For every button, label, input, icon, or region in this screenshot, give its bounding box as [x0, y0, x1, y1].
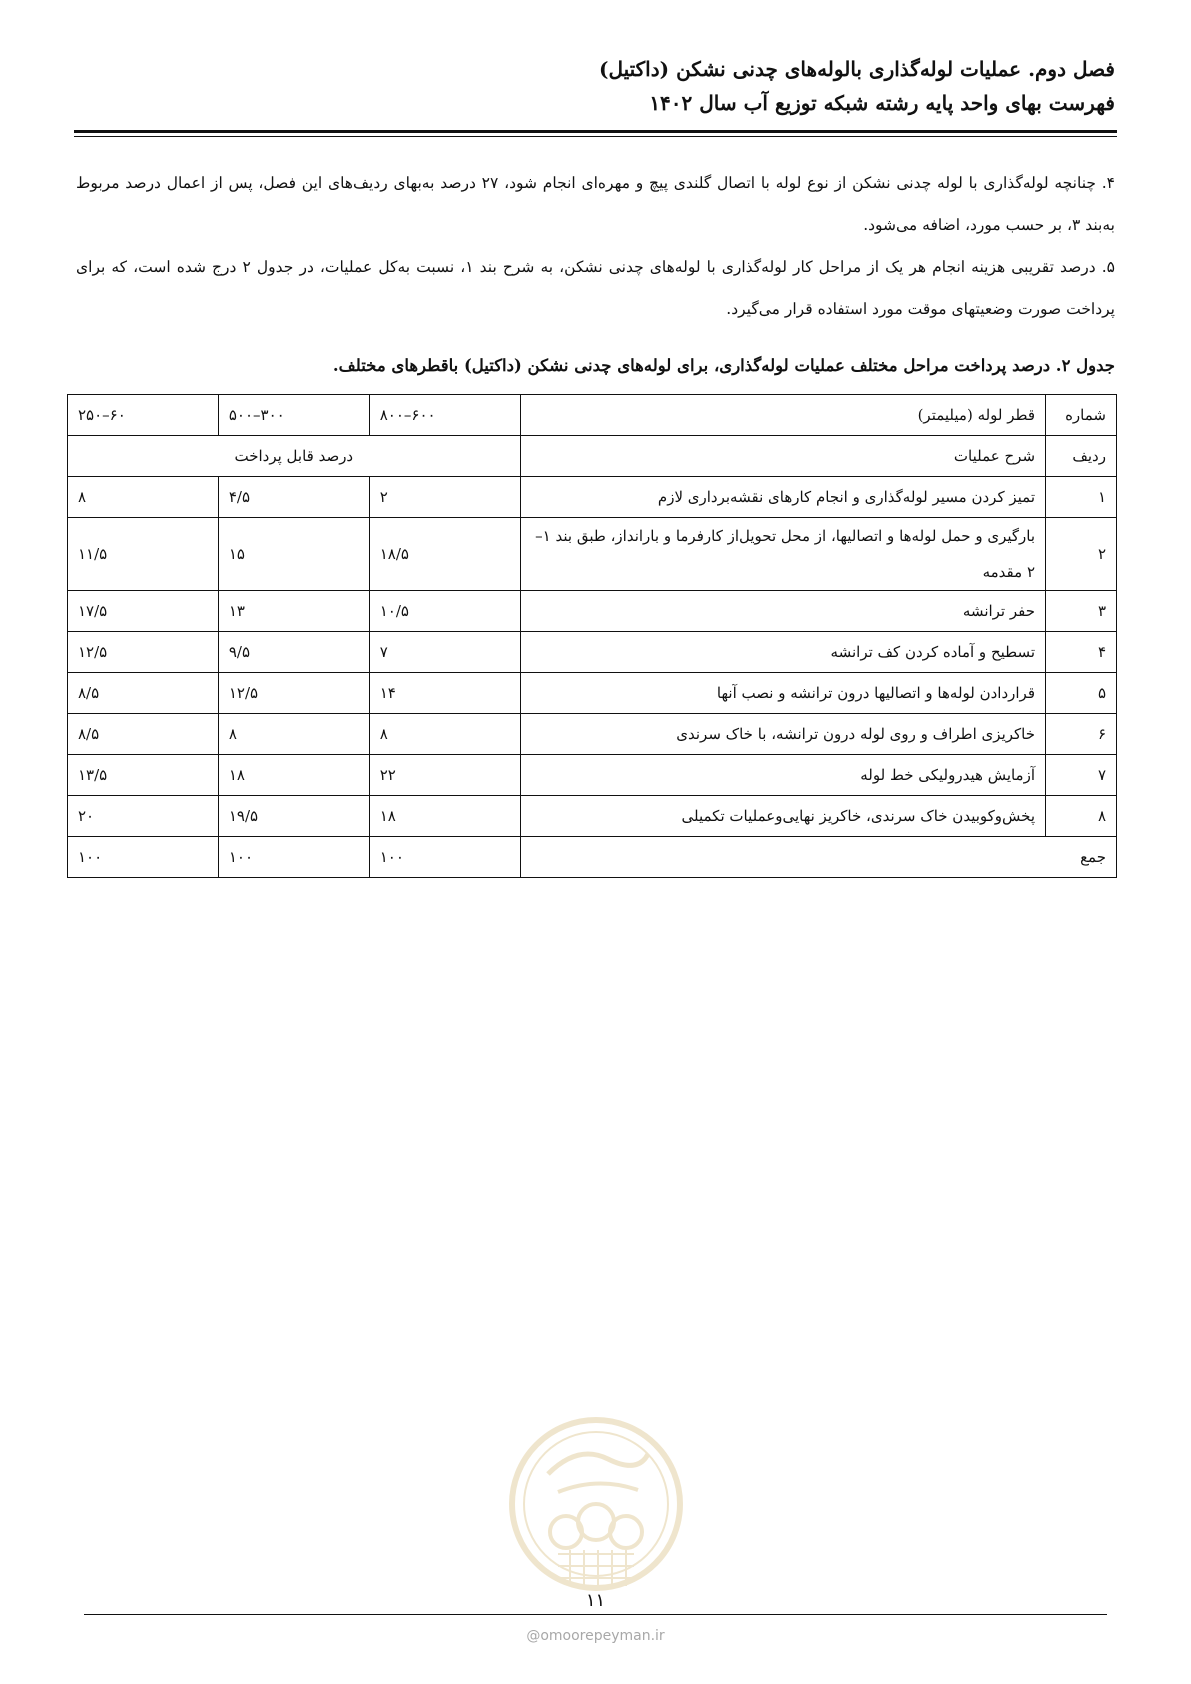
row-number: ۱ [1046, 477, 1117, 518]
operations-table [67, 394, 1117, 878]
paragraph-4: ۴. چنانچه لوله‌گذاری با لوله چدنی نشکن از نوع لوله با اتصال گلندی پیچ و مهره‌ای انجام شود، ۲۷ درصد به‌بهای ردیف‌های این فصل، پس از اعمال درصد مربوط به‌بند ۳، بر حسب مورد، اضافه می‌شود. [76, 174, 1115, 234]
row-value-300-500: ۱۲/۵ [218, 673, 369, 714]
total-value-60-250: ۱۰۰ [68, 837, 219, 878]
total-label: جمع [520, 837, 1116, 878]
row-value-300-500: ۹/۵ [218, 632, 369, 673]
row-number: ۷ [1046, 755, 1117, 796]
row-description: حفر ترانشه [520, 591, 1045, 632]
watermark-seal-logo [508, 1404, 684, 1604]
paragraph-5: ۵. درصد تقریبی هزینه انجام هر یک از مراحل کار لوله‌گذاری با لوله‌های چدنی نشکن، به شرح بند ۱، نسبت به‌کل عملیات، در جدول ۲ درج شده است، که برای پرداخت صورت وضعیتهای موقت مورد استفاده قرار می‌گیرد. [76, 258, 1115, 318]
page-number: ۱۱ [585, 1590, 606, 1611]
row-description: خاکریزی اطراف و روی لوله درون ترانشه، با خاک سرندی [520, 714, 1045, 755]
header-diameter-60-250: ۶۰–۲۵۰ [68, 395, 219, 436]
table-row [68, 632, 1117, 673]
table-total-row [68, 837, 1117, 878]
row-value-300-500: ۱۸ [218, 755, 369, 796]
row-value-300-500: ۱۹/۵ [218, 796, 369, 837]
header-operation-description: شرح عملیات [520, 436, 1045, 477]
header-rule-thin [74, 136, 1117, 137]
row-value-600-800: ۲۲ [369, 755, 520, 796]
row-value-60-250: ۱۳/۵ [68, 755, 219, 796]
table-caption: جدول ۲. درصد پرداخت مراحل مختلف عملیات لوله‌گذاری، برای لوله‌های چدنی نشکن (داکتیل) باقطرهای مختلف. [332, 356, 1115, 375]
body-text [76, 162, 1115, 330]
row-description: قراردادن لوله‌ها و اتصالیها درون ترانشه و نصب آنها [520, 673, 1045, 714]
row-value-60-250: ۸ [68, 477, 219, 518]
total-value-300-500: ۱۰۰ [218, 837, 369, 878]
table-subheader-row [68, 436, 1117, 477]
row-value-600-800: ۸ [369, 714, 520, 755]
table-row [68, 714, 1117, 755]
row-description: آزمایش هیدرولیکی خط لوله [520, 755, 1045, 796]
header-payable-percent: درصد قابل پرداخت [68, 436, 521, 477]
row-value-300-500: ۱۵ [218, 518, 369, 591]
row-description: تمیز کردن مسیر لوله‌گذاری و انجام کارهای نقشه‌برداری لازم [520, 477, 1045, 518]
footer-rule [84, 1614, 1107, 1615]
table-row [68, 518, 1117, 591]
row-value-300-500: ۴/۵ [218, 477, 369, 518]
page-header [76, 52, 1115, 120]
row-number: ۳ [1046, 591, 1117, 632]
header-diameter-600-800: ۶۰۰–۸۰۰ [369, 395, 520, 436]
row-value-60-250: ۸/۵ [68, 714, 219, 755]
row-value-60-250: ۱۲/۵ [68, 632, 219, 673]
table-row [68, 477, 1117, 518]
row-value-600-800: ۱۴ [369, 673, 520, 714]
watermark-handle: @omoorepeyman.ir [526, 1628, 665, 1644]
table-row [68, 673, 1117, 714]
row-description: پخش‌وکوبیدن خاک سرندی، خاکریز نهایی‌وعملیات تکمیلی [520, 796, 1045, 837]
row-value-600-800: ۱۸ [369, 796, 520, 837]
row-number: ۸ [1046, 796, 1117, 837]
row-description: بارگیری و حمل لوله‌ها و اتصالیها، از محل تحویل‌از کارفرما و بارانداز، طبق بند ۱–۲ مقدمه [520, 518, 1045, 591]
row-value-60-250: ۱۷/۵ [68, 591, 219, 632]
row-number: ۵ [1046, 673, 1117, 714]
table-row [68, 591, 1117, 632]
row-value-60-250: ۱۱/۵ [68, 518, 219, 591]
table-row [68, 755, 1117, 796]
header-row-label: ردیف [1046, 436, 1117, 477]
table-row [68, 796, 1117, 837]
book-title: فهرست بهای واحد پایه رشته شبکه توزیع آب سال ۱۴۰۲ [649, 91, 1115, 115]
header-diameter-300-500: ۳۰۰–۵۰۰ [218, 395, 369, 436]
row-value-60-250: ۲۰ [68, 796, 219, 837]
chapter-title: فصل دوم. عملیات لوله‌گذاری بالوله‌های چدنی نشکن (داکتیل) [598, 57, 1115, 81]
header-rule-thick [74, 130, 1117, 133]
row-value-300-500: ۱۳ [218, 591, 369, 632]
total-value-600-800: ۱۰۰ [369, 837, 520, 878]
row-value-600-800: ۷ [369, 632, 520, 673]
row-number: ۲ [1046, 518, 1117, 591]
row-number: ۴ [1046, 632, 1117, 673]
row-value-600-800: ۱۸/۵ [369, 518, 520, 591]
header-pipe-diameter: قطر لوله (میلیمتر) [520, 395, 1045, 436]
row-value-300-500: ۸ [218, 714, 369, 755]
row-value-60-250: ۸/۵ [68, 673, 219, 714]
row-number: ۶ [1046, 714, 1117, 755]
header-number: شماره [1046, 395, 1117, 436]
row-value-600-800: ۲ [369, 477, 520, 518]
table-header-row [68, 395, 1117, 436]
row-value-600-800: ۱۰/۵ [369, 591, 520, 632]
row-description: تسطیح و آماده کردن کف ترانشه [520, 632, 1045, 673]
